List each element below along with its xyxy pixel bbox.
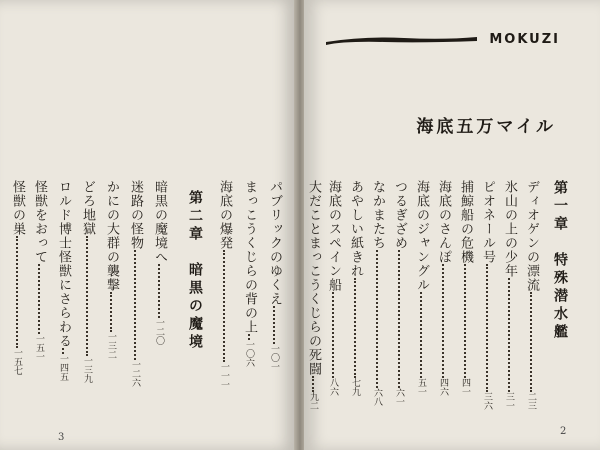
toc-entry: どろ地獄一三九: [80, 180, 95, 383]
toc-entry: まっこうくじらの背の上一〇六: [242, 180, 257, 367]
contents-header: MOKUZI: [489, 32, 560, 47]
toc-entry: 大だことまっこうくじらの死闘九二: [306, 180, 321, 410]
toc-entry: ディオゲンの漂流二三: [524, 180, 539, 410]
book-title: 海底五万マイル: [416, 117, 556, 137]
toc-entry: なかまたち六八: [370, 180, 385, 406]
page-number: 3: [58, 432, 65, 443]
toc-entry: 海底のジャングル五一: [414, 180, 429, 396]
page-number: 2: [560, 426, 567, 437]
toc-entry: 海底の爆発一一一: [217, 180, 232, 389]
toc-entry: つるぎざめ六一: [392, 180, 407, 406]
toc-entry: 怪獣の巣一五七: [10, 180, 25, 375]
toc-entry: 海底のスペイン船八六: [326, 180, 341, 396]
toc-entry: あやしい紙きれ七九: [348, 180, 363, 396]
toc-entry: 暗黒の魔境へ一二〇: [152, 180, 167, 345]
toc-entry: 氷山の上の少年三一: [502, 180, 517, 410]
chapter-heading: 第二章 暗黒の魔境: [187, 190, 203, 352]
toc-entry: かにの大群の襲撃一三二: [104, 180, 119, 359]
right-page: [304, 0, 600, 450]
toc-entry: パブリックのゆくえ一〇一: [267, 180, 282, 371]
left-page: [0, 0, 296, 450]
toc-entry: 怪獣をおって一五一: [32, 180, 47, 361]
toc-entry: 海底のさんぽ四六: [436, 180, 451, 396]
brush-stroke-ornament: [324, 34, 479, 46]
toc-entry: ピオネール号三六: [480, 180, 495, 410]
chapter-heading: 第一章 特殊潜水艦: [552, 180, 568, 342]
toc-entry: 迷路の怪物一二六: [128, 180, 143, 387]
toc-entry: ロルド博士怪獣にさらわる一四五: [56, 180, 71, 381]
toc-entry: 捕鯨船の危機四一: [458, 180, 473, 396]
